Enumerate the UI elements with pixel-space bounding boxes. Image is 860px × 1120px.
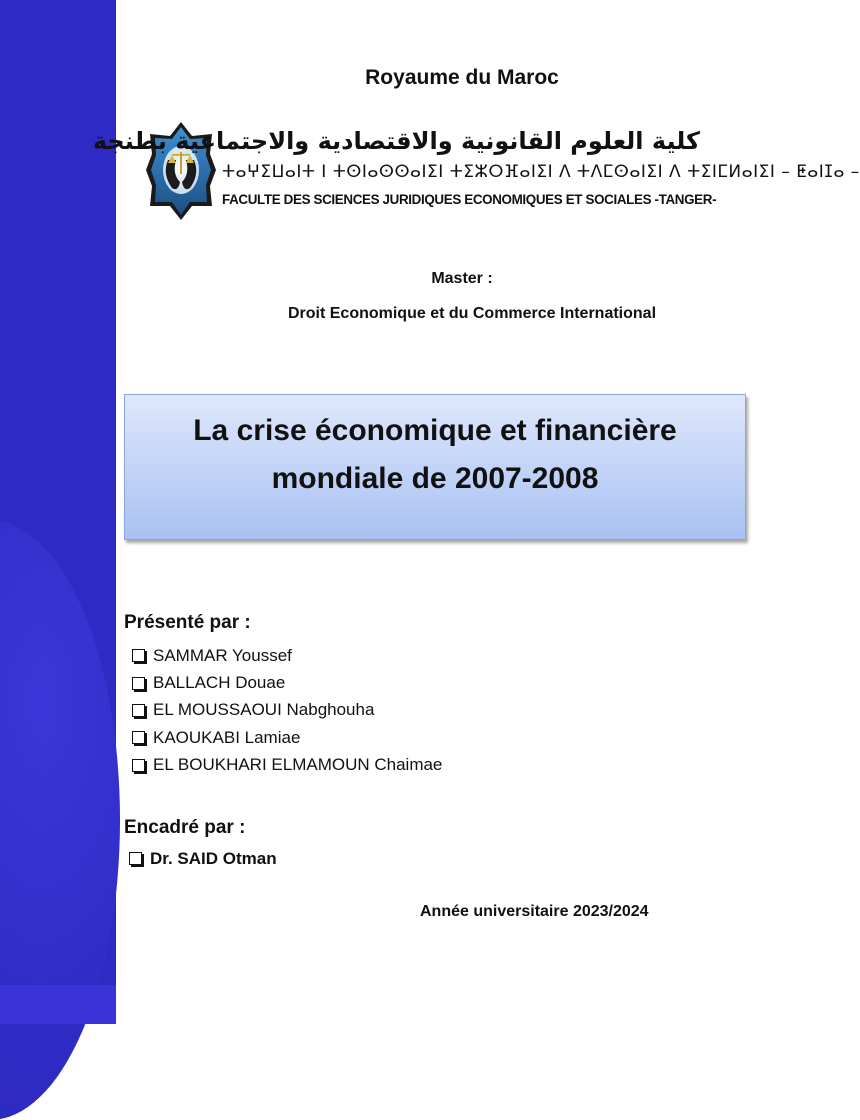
side-band-footer bbox=[0, 985, 116, 1024]
supervised-by-label: Encadré par : bbox=[124, 817, 246, 838]
faculty-name-arabic: كلية العلوم القانونية والاقتصادية والاجتماعية بطنجة bbox=[92, 127, 700, 155]
presenter-name: EL BOUKHARI ELMAMOUN Chaimae bbox=[153, 755, 443, 775]
country-heading: Royaume du Maroc bbox=[365, 66, 559, 89]
title-line-2: mondiale de 2007-2008 bbox=[271, 462, 599, 495]
presenter-name: SAMMAR Youssef bbox=[153, 645, 292, 665]
presented-by-label: Présenté par : bbox=[124, 612, 251, 633]
presenter-name: BALLACH Douae bbox=[153, 673, 286, 693]
supervisor-name: Dr. SAID Otman bbox=[150, 848, 277, 868]
checkbox-bullet-icon bbox=[132, 731, 145, 744]
checkbox-bullet-icon bbox=[129, 852, 142, 865]
academic-year: Année universitaire 2023/2024 bbox=[420, 903, 649, 920]
faculty-name-tifinagh: ⵜⴰⵖⵉⵡⴰⵏⵜ ⵏ ⵜⵙⵏⴰⵙⵙⴰⵏⵉⵏ ⵜⵉⵣⵔⴼⴰⵏⵉⵏ ⴷ ⵜⴷⵎⵙⴰⵏⵉⵏ ⴷ ⵜⵉⵏⵎⵍⴰⵏⵉⵏ – ⵟⴰⵏⵊⴰ – bbox=[222, 162, 860, 182]
checkbox-bullet-icon bbox=[132, 677, 145, 690]
program-label: Master : bbox=[431, 270, 493, 287]
list-item bbox=[132, 752, 442, 779]
checkbox-bullet-icon bbox=[132, 704, 145, 717]
side-band-glow bbox=[0, 520, 120, 1120]
checkbox-bullet-icon bbox=[132, 759, 145, 772]
presenter-name: KAOUKABI Lamiae bbox=[153, 727, 301, 747]
presenter-name: EL MOUSSAOUI Nabghouha bbox=[153, 700, 375, 720]
list-item bbox=[132, 642, 442, 669]
presenter-list bbox=[132, 642, 442, 779]
list-item bbox=[132, 669, 442, 696]
list-item bbox=[132, 697, 442, 724]
checkbox-bullet-icon bbox=[132, 649, 145, 662]
list-item bbox=[132, 724, 442, 751]
title-line-1: La crise économique et financière bbox=[193, 414, 677, 447]
program-name: Droit Economique et du Commerce International bbox=[287, 305, 657, 322]
faculty-name-french: FACULTE DES SCIENCES JURIDIQUES ECONOMIQUES ET SOCIALES -TANGER- bbox=[222, 192, 717, 207]
title-box bbox=[124, 394, 746, 540]
supervisor-item bbox=[129, 845, 277, 872]
